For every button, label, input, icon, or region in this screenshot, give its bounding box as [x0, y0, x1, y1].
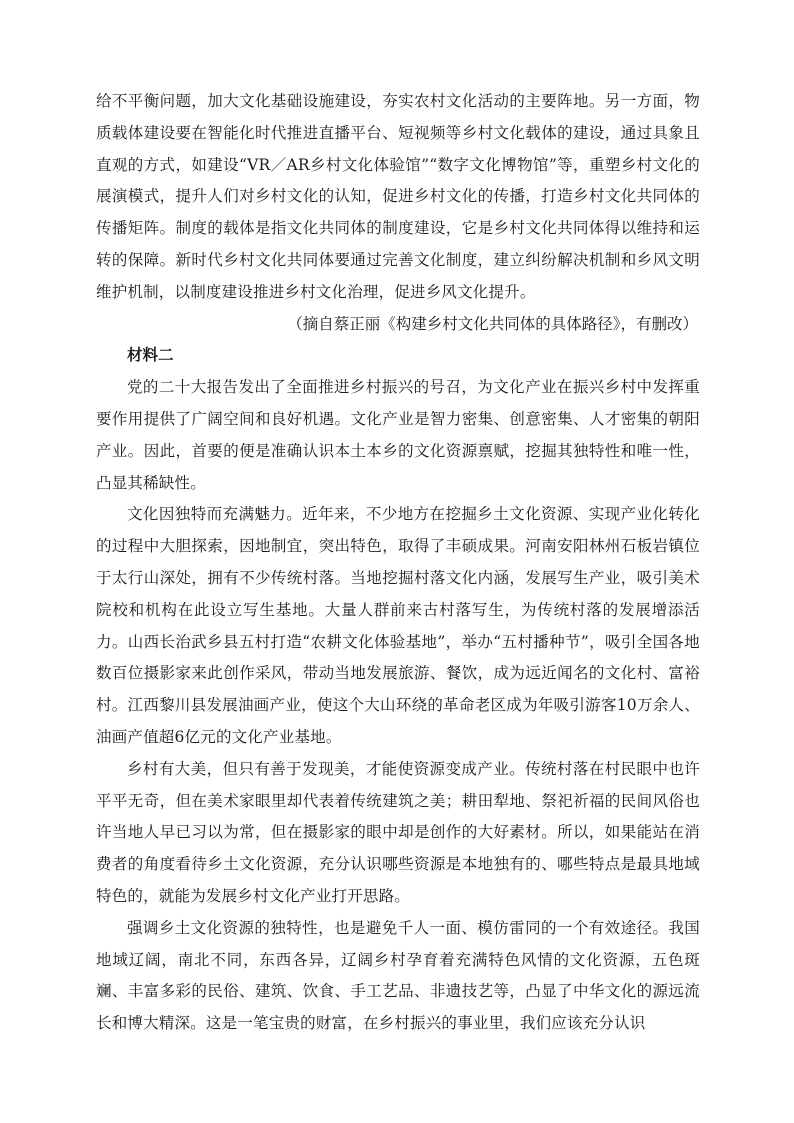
source-citation: （摘自蔡正丽《构建乡村文化共同体的具体路径》，有删改）: [287, 314, 698, 333]
paragraph: 乡村有大美，但只有善于发现美，才能使资源变成产业。传统村落在村民眼中也许平平无奇，但在美术家眼里却代表着传统建筑之美；耕田犁地、祭祀祈福的民间风俗也许当地人早已习以为常，但在摄影家的眼中却是创作的大好素材。所以，如果能站在消费者的角度看待乡土文化资源，充分认识哪些资源是本地独有的、哪些特点是最具地域特色的，就能为发展乡村文化产业打开思路。: [96, 759, 700, 905]
paragraph: 强调乡土文化资源的独特性，也是避免千人一面、模仿雷同的一个有效途径。我国地域辽阔，南北不同，东西各异，辽阔乡村孕育着充满特色风情的文化资源，五色斑斓、丰富多彩的民俗、建筑、饮食、手工艺品、非遗技艺等，凸显了中华文化的源远流长和博大精深。这是一笔宝贵的财富，在乡村振兴的事业里，我们应该充分认识: [96, 918, 700, 1033]
paragraph: 党的二十大报告发出了全面推进乡村振兴的号召，为文化产业在振兴乡村中发挥重要作用提供了广阔空间和良好机遇。文化产业是智力密集、创意密集、人才密集的朝阳产业。因此，首要的便是准确认识本土本乡的文化资源禀赋，挖掘其独特性和唯一性，凸显其稀缺性。: [96, 378, 700, 492]
paragraph-continued: 给不平衡问题，加大文化基础设施建设，夯实农村文化活动的主要阵地。另一方面，物质载体建设要在智能化时代推进直播平台、短视频等乡村文化载体的建设，通过具象且直观的方式，如建设“VR／AR乡村文化体验馆”“数字文化博物馆”等，重塑乡村文化的展演模式，提升人们对乡村文化的认知，促进乡村文化的传播，打造乡村文化共同体的传播矩阵。制度的载体是指文化共同体的制度建设，它是乡村文化共同体得以维持和运转的保障。新时代乡村文化共同体要通过完善文化制度，建立纠纷解决机制和乡风文明维护机制，以制度建设推进乡村文化治理，促进乡风文化提升。: [96, 92, 700, 301]
document-body: [96, 86, 700, 1040]
section-heading: 材料二: [127, 346, 174, 365]
paragraph: 文化因独特而充满魅力。近年来，不少地方在挖掘乡土文化资源、实现产业化转化的过程中大胆探索，因地制宜，突出特色，取得了丰硕成果。河南安阳林州石板岩镇位于太行山深处，拥有不少传统村落。当地挖掘村落文化内涵，发展写生产业，吸引美术院校和机构在此设立写生基地。大量人群前来古村落写生，为传统村落的发展增添活力。山西长治武乡县五村打造“农耕文化体验基地”，举办“五村播种节”，吸引全国各地数百位摄影家来此创作采风，带动当地发展旅游、餐饮，成为远近闻名的文化村、富裕村。江西黎川县发展油画产业，使这个大山环绕的革命老区成为年吸引游客10万余人、油画产值超6亿元的文化产业基地。: [96, 505, 700, 746]
